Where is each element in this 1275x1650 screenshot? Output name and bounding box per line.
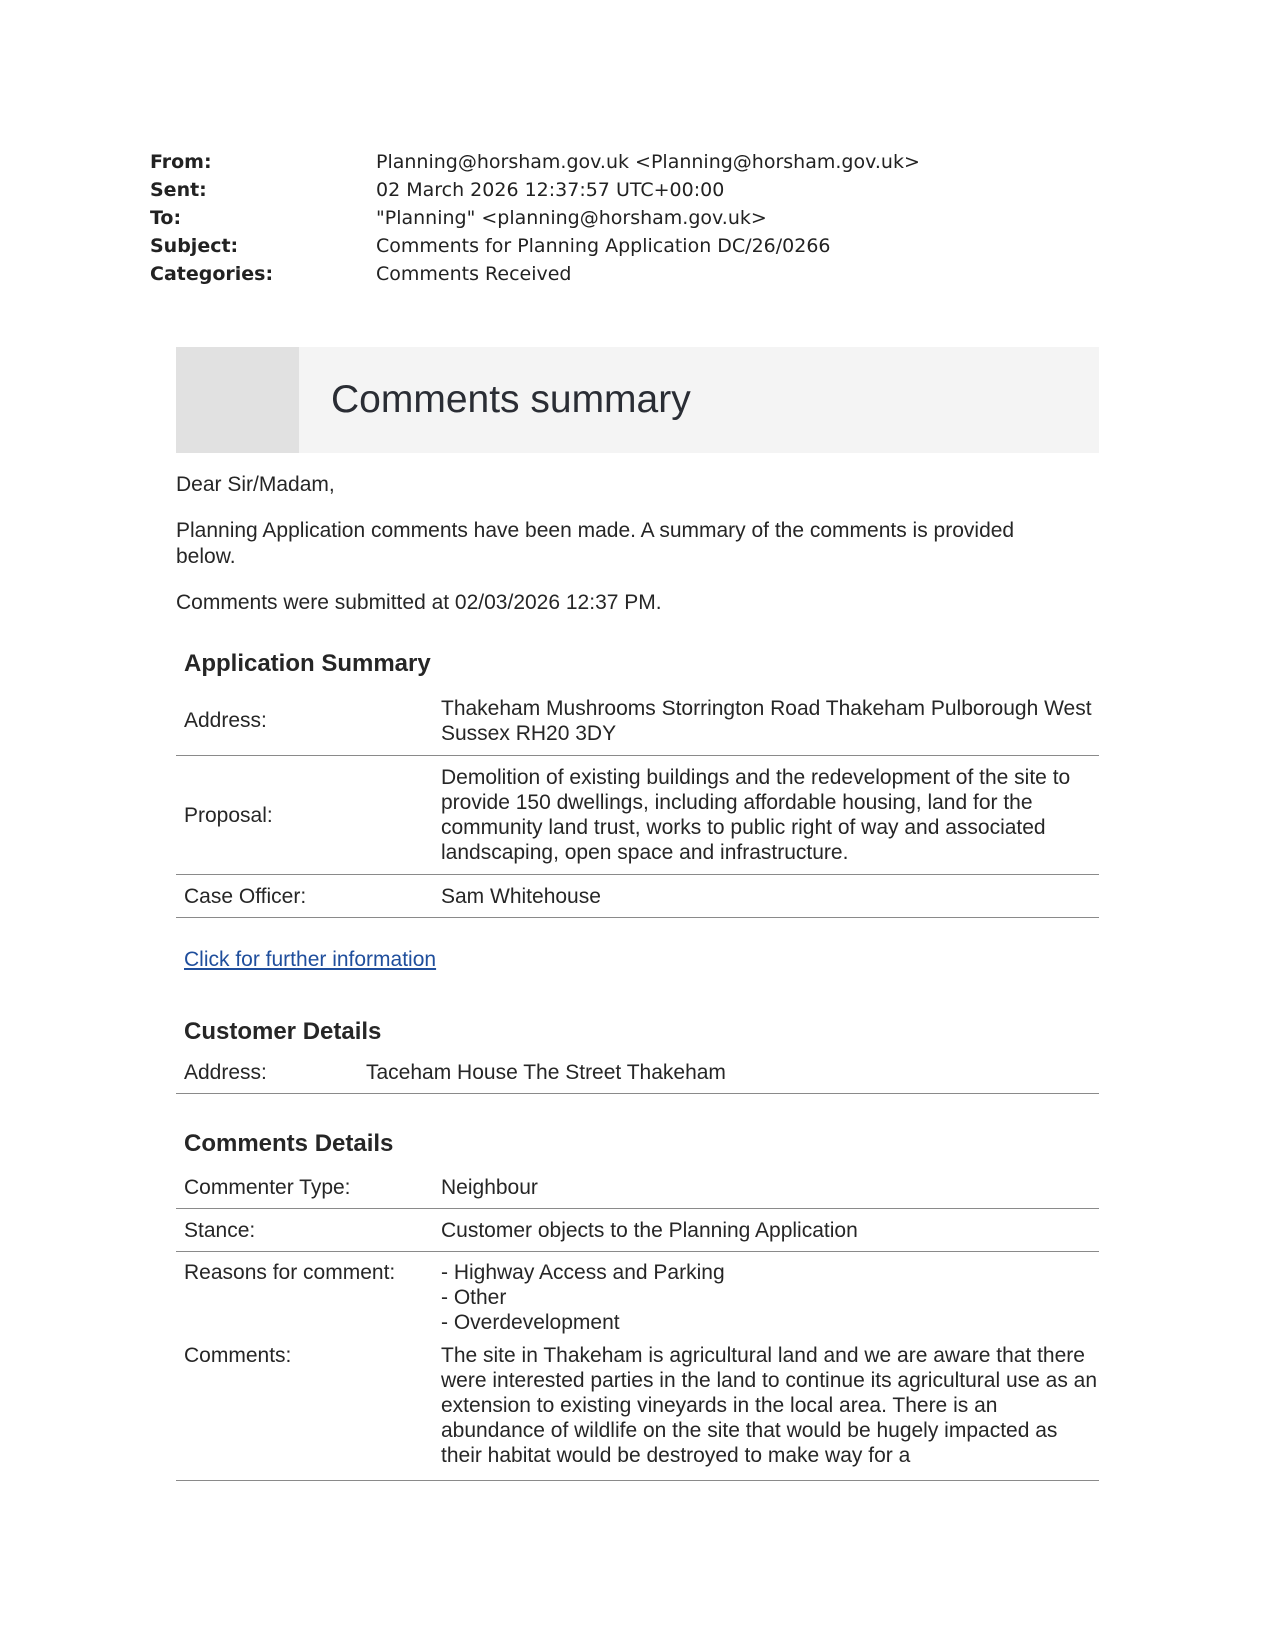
- address-label: Address:: [184, 709, 267, 732]
- commenter-type-row: [176, 1166, 1099, 1209]
- categories-row: [150, 260, 1150, 288]
- application-summary-table: [176, 686, 1099, 918]
- stance-label: Stance:: [184, 1218, 256, 1242]
- to-label: To:: [150, 207, 182, 229]
- stance-value: Customer objects to the Planning Application: [441, 1218, 858, 1242]
- proposal-row: [176, 756, 1099, 875]
- reason-item: - Other: [441, 1286, 507, 1309]
- submitted-time: Comments were submitted at 02/03/2026 12:37 PM.: [176, 591, 662, 614]
- sent-row: [150, 176, 1150, 204]
- subject-value: Comments for Planning Application DC/26/0266: [376, 235, 831, 257]
- application-summary-title: Application Summary: [184, 650, 431, 677]
- banner-side-block: [176, 347, 299, 453]
- to-row: [150, 204, 1150, 232]
- commenter-type-label: Commenter Type:: [184, 1175, 351, 1199]
- to-value: "Planning" <planning@horsham.gov.uk>: [376, 207, 767, 229]
- comments-details-title: Comments Details: [184, 1130, 394, 1157]
- from-row: [150, 148, 1150, 176]
- from-label: From:: [150, 151, 212, 173]
- case-officer-label: Case Officer:: [184, 884, 307, 908]
- banner-title: Comments summary: [331, 378, 691, 421]
- comments-row: [176, 1343, 1099, 1481]
- subject-row: [150, 232, 1150, 260]
- reasons-list: [441, 1260, 1099, 1335]
- further-information-link[interactable]: Click for further information: [184, 948, 437, 971]
- intro-message: Planning Application comments have been made. A summary of the comments is provided below.: [176, 519, 1015, 568]
- greeting: Dear Sir/Madam,: [176, 473, 335, 496]
- proposal-label: Proposal:: [184, 803, 273, 827]
- case-officer-value: Sam Whitehouse: [441, 884, 601, 908]
- comments-summary-banner: [176, 347, 1099, 453]
- reason-item: - Overdevelopment: [441, 1311, 620, 1334]
- intro-text: [176, 472, 1076, 636]
- subject-label: Subject:: [150, 235, 239, 257]
- case-officer-row: [176, 875, 1099, 918]
- stance-row: [176, 1209, 1099, 1252]
- address-row: [176, 686, 1099, 756]
- proposal-value: Demolition of existing buildings and the redevelopment of the site to provide 150 dwellings, including affordable housing, land for the community land trust, works to public right of way and associated landscaping, open space and infrastructure.: [441, 766, 1071, 864]
- customer-address-value: Taceham House The Street Thakeham: [366, 1061, 726, 1084]
- address-value: Thakeham Mushrooms Storrington Road Thakeham Pulborough West Sussex RH20 3DY: [441, 696, 1092, 745]
- reason-item: - Highway Access and Parking: [441, 1261, 725, 1284]
- sent-label: Sent:: [150, 179, 207, 201]
- comments-label: Comments:: [184, 1344, 292, 1367]
- reasons-row: [176, 1252, 1099, 1343]
- customer-address-row: [176, 1052, 1099, 1094]
- reasons-label: Reasons for comment:: [184, 1261, 396, 1284]
- customer-address-label: Address:: [184, 1061, 267, 1084]
- categories-label: Categories:: [150, 263, 274, 285]
- customer-details-table: [176, 1052, 1099, 1094]
- comments-details-table: [176, 1166, 1099, 1481]
- commenter-type-value: Neighbour: [441, 1175, 538, 1199]
- customer-details-title: Customer Details: [184, 1018, 382, 1045]
- email-header: [150, 148, 1150, 288]
- categories-value: Comments Received: [376, 263, 572, 285]
- from-value: Planning@horsham.gov.uk <Planning@horsham.gov.uk>: [376, 151, 920, 173]
- sent-value: 02 March 2026 12:37:57 UTC+00:00: [376, 179, 725, 201]
- comments-value: The site in Thakeham is agricultural land and we are aware that there were interested parties in the land to continue its agricultural use as an extension to existing vineyards in the local area. There is an abundance of wildlife on the site that would be hugely impacted as their habitat would be destroyed to make way for a: [441, 1344, 1098, 1467]
